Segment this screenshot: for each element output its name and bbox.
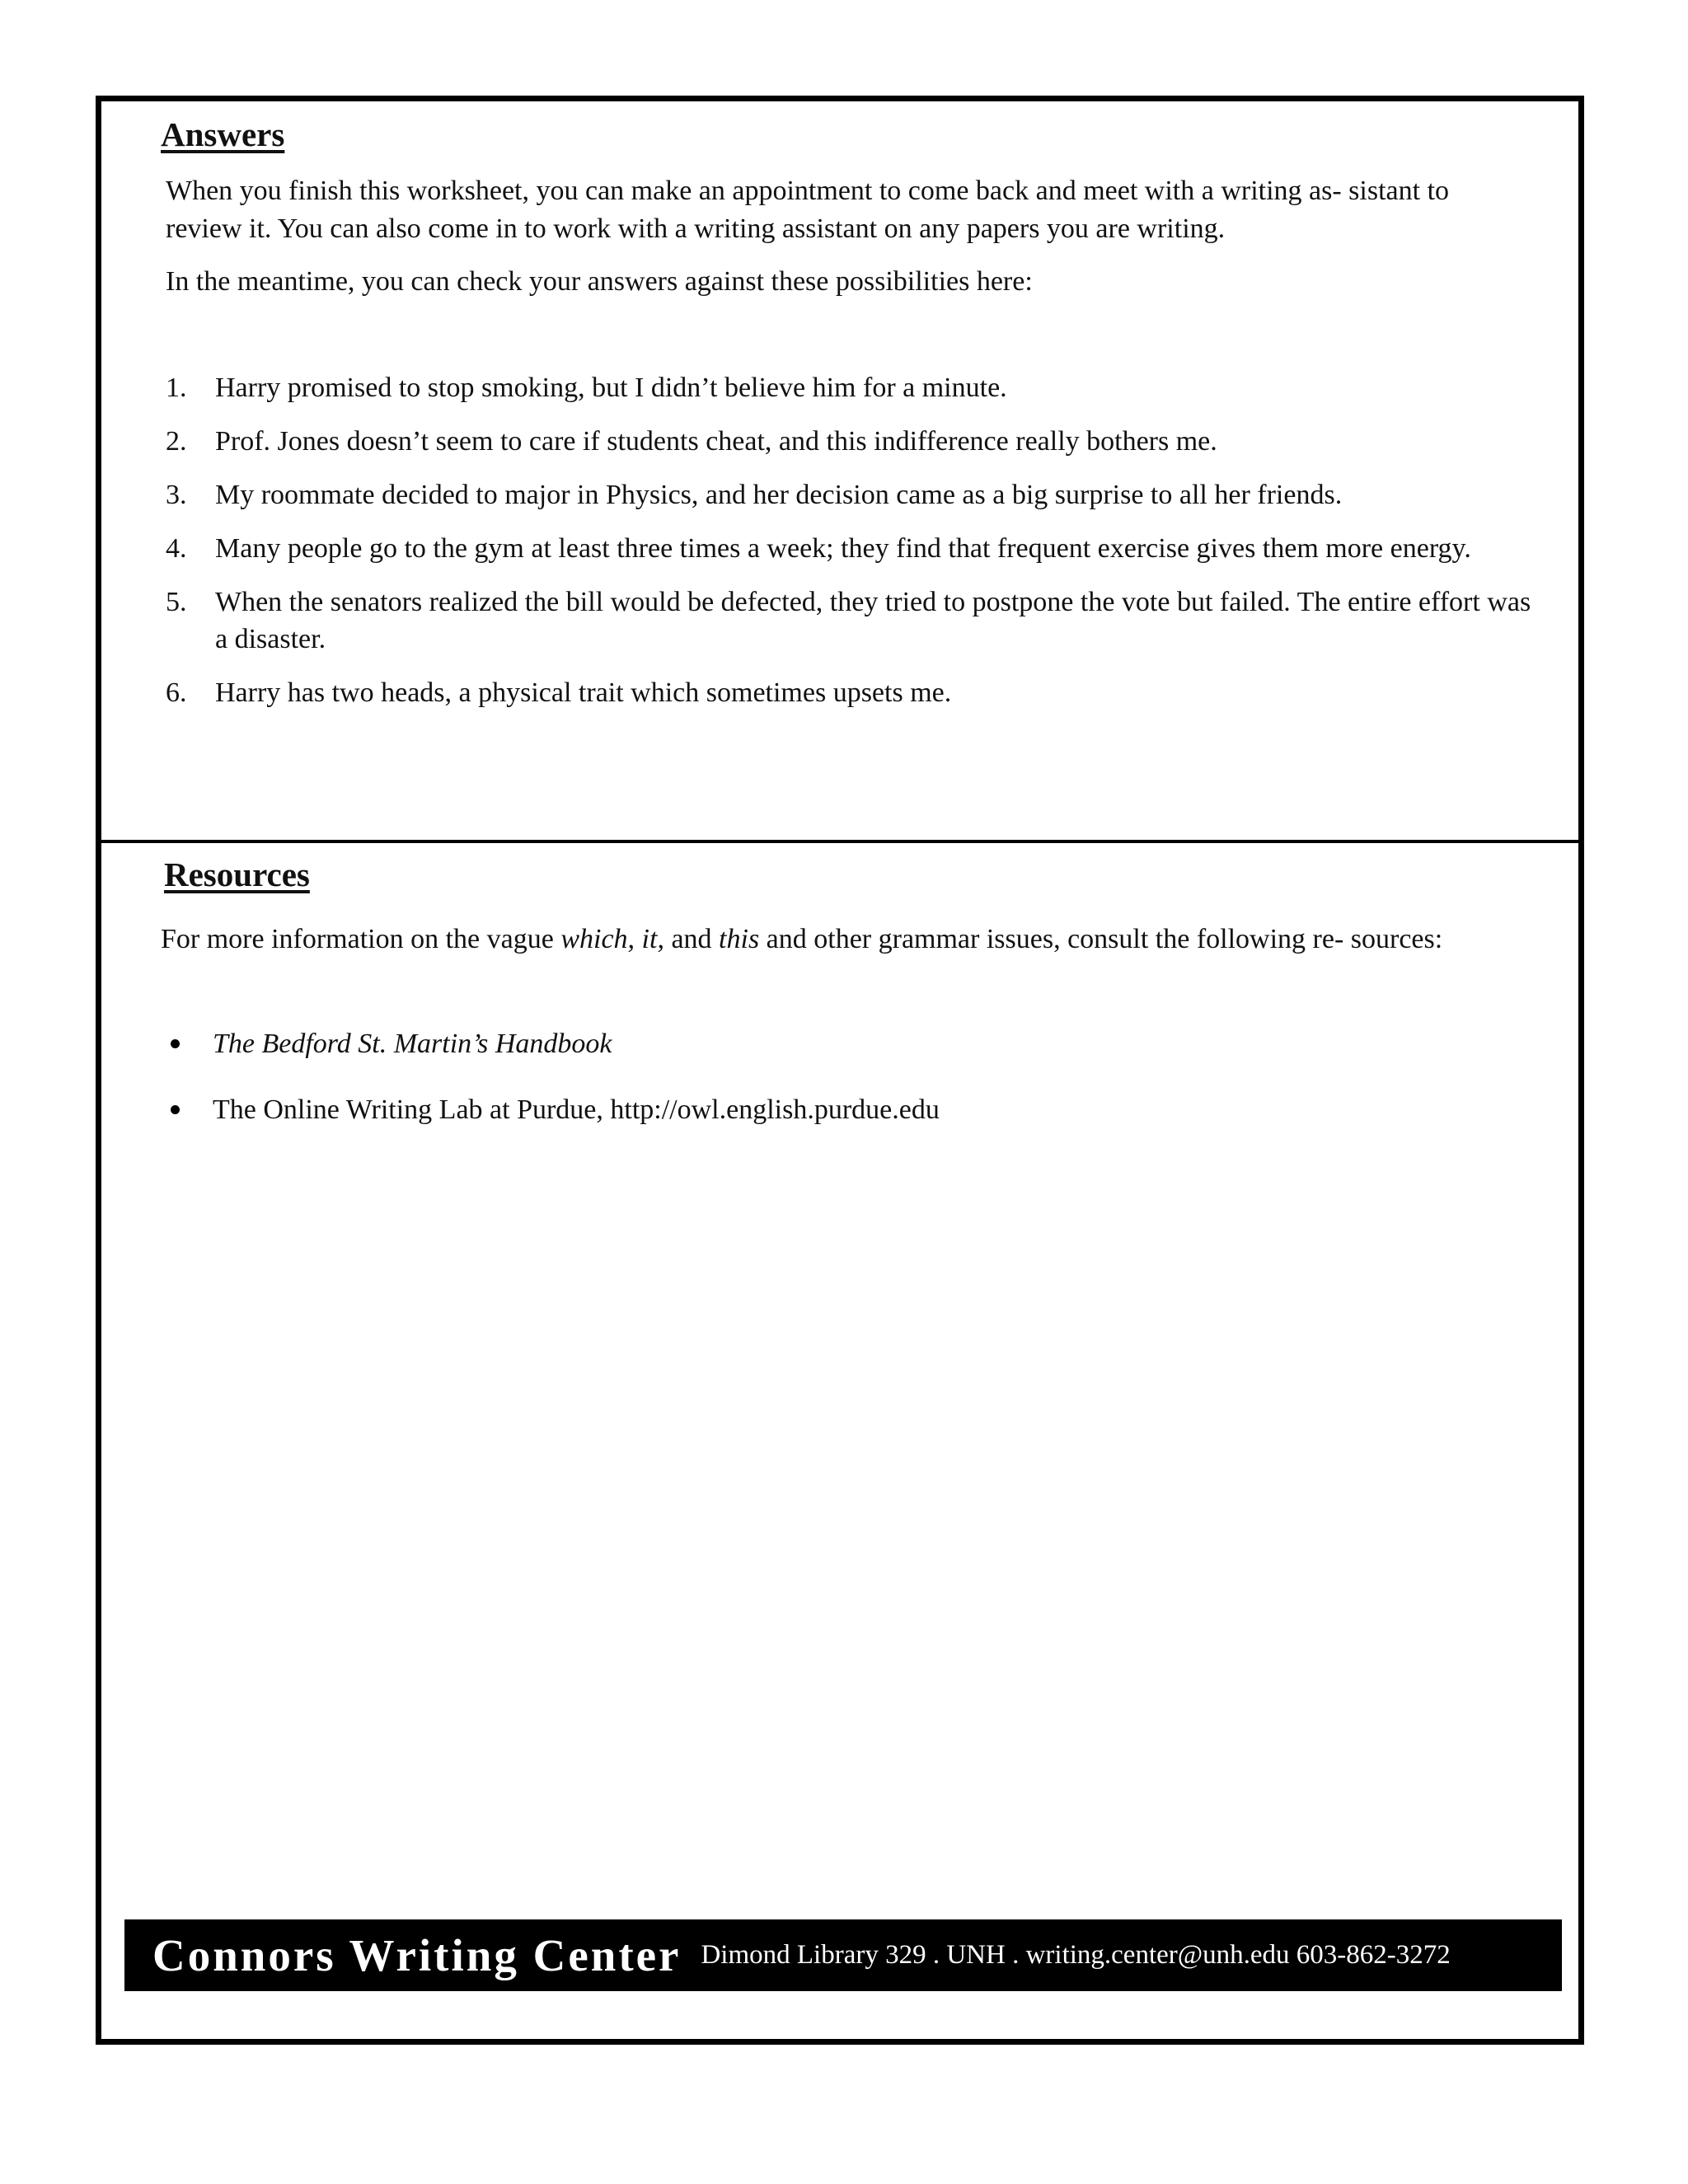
answer-text: When the senators realized the bill would be defected, they tried to postpone the vote but failed. The entire effort was a disaster.: [215, 587, 1531, 654]
footer-banner: [124, 1919, 1562, 1991]
resources-list: [166, 1025, 940, 1157]
answer-item-2: [166, 423, 1534, 460]
answer-text: Many people go to the gym at least three times a week; they find that frequent exercise gives them more energy.: [215, 533, 1471, 564]
answers-list: [166, 369, 1534, 728]
resource-text: The Online Writing Lab at Purdue, http://owl.english.purdue.edu: [213, 1094, 940, 1125]
answer-item-3: [166, 476, 1534, 513]
answer-number: 5.: [166, 587, 187, 617]
answer-number: 6.: [166, 677, 187, 708]
resource-item-handbook: [166, 1025, 940, 1063]
answers-heading: Answers: [161, 115, 285, 153]
answer-number: 4.: [166, 533, 187, 564]
footer-contact-info: Dimond Library 329 . UNH . writing.center@unh.edu 603-862-3272: [701, 1940, 1451, 1970]
worksheet-frame: [96, 96, 1584, 2045]
answer-item-4: [166, 530, 1534, 567]
answer-text: Harry has two heads, a physical trait which sometimes upsets me.: [215, 677, 952, 708]
bullet-icon: [171, 1105, 180, 1114]
answer-number: 2.: [166, 426, 187, 457]
answer-text: My roommate decided to major in Physics, and her decision came as a big surprise to all her friends.: [215, 480, 1343, 510]
answer-item-6: [166, 674, 1534, 711]
resources-intro-pre: For more information on the vague: [161, 924, 561, 954]
answers-instruction-paragraph: In the meantime, you can check your answers against these possibilities here:: [166, 266, 1033, 297]
answer-text: Prof. Jones doesn’t seem to care if students cheat, and this indifference really bothers me.: [215, 426, 1217, 457]
resources-heading: Resources: [164, 855, 310, 893]
resources-intro-paragraph: [161, 917, 1531, 962]
answer-item-5: [166, 583, 1534, 658]
resource-text: The Bedford St. Martin’s Handbook: [213, 1029, 612, 1059]
answer-number: 1.: [166, 373, 187, 403]
answer-item-1: [166, 369, 1534, 406]
resources-intro-emphasis-1: which, it,: [560, 924, 664, 954]
resource-item-owl: [166, 1091, 940, 1129]
answers-intro-paragraph: When you finish this worksheet, you can make an appointment to come back and meet with a writing as- sistant to review it. You can also come in to work with a writing assistant on any papers you are writing.: [166, 176, 1450, 244]
resources-intro-mid: and: [663, 924, 720, 954]
footer-center-name: Connors Writing Center: [152, 1930, 682, 1980]
answer-text: Harry promised to stop smoking, but I didn’t believe him for a minute.: [215, 373, 1007, 403]
bullet-icon: [171, 1039, 180, 1048]
resources-intro-emphasis-2: this: [719, 924, 760, 954]
answer-number: 3.: [166, 480, 187, 510]
resources-intro-post: and other grammar issues, consult the following re- sources:: [759, 924, 1443, 954]
section-divider: [101, 840, 1578, 843]
